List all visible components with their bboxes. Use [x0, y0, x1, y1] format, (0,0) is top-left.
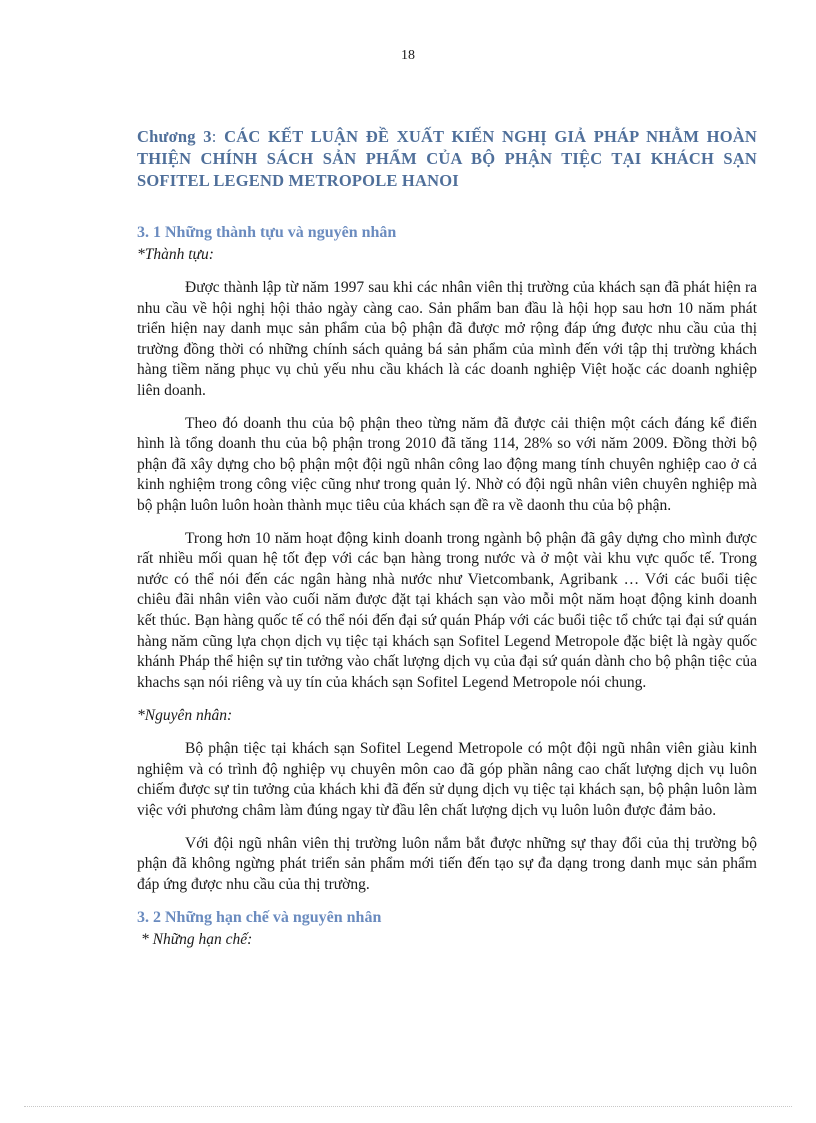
page-bottom-divider: [24, 1106, 792, 1107]
section-heading-2: 3. 2 Những hạn chế và nguyên nhân: [137, 909, 382, 927]
limitations-label: * Những hạn chế:: [141, 931, 253, 949]
chapter-separator: :: [211, 127, 217, 146]
paragraph-cause-1: Bộ phận tiệc tại khách sạn Sofitel Legend Metropole có một đội ngũ nhân viên giàu kinh nghiệm và có trình độ nghiệp vụ chuyên môn cao đã góp phần nâng cao chất lượng dịch vụ luôn chiếm được sự tin tưởng của khách khi đã đến sử dụng dịch vụ tiệc tại khách sạn, bộ phận luôn làm việc với phương châm làm đúng ngay từ đầu lên chất lượng dịch vụ luôn luôn được đảm bảo.: [137, 740, 757, 820]
document-body: [137, 126, 757, 963]
chapter-title-text: CÁC KẾT LUẬN ĐỀ XUẤT KIẾN NGHỊ GIẢ PHÁP NHẰM HOÀN THIỆN CHÍNH SÁCH SẢN PHẨM CỦA BỘ PHẬN TIỆC TẠI KHÁCH SẠN SOFITEL LEGEND METROPOLE HANOI: [137, 127, 757, 190]
achievements-label: *Thành tựu:: [137, 246, 214, 263]
page-number: 18: [401, 48, 415, 63]
paragraph-cause-2: Với đội ngũ nhân viên thị trường luôn nắm bắt được những sự thay đổi của thị trường bộ phận đã không ngừng phát triển sản phẩm mới tiến đến tạo sự đa dạng trong danh mục sản phẩm đáp ứng được nhu cầu của thị trường.: [137, 834, 757, 893]
paragraph-achievement-3: Trong hơn 10 năm hoạt động kinh doanh trong ngành bộ phận đã gây dựng cho mình được rất nhiều mối quan hệ tốt đẹp với các bạn hàng trong nước và ở một vài khu vực quốc tế. Trong nước có thể nói đến các ngân hàng nhà nước như Vietcombank, Agribank … Với các buổi tiệc chiêu đãi nhân viên vào cuối năm được đặt tại khách sạn vào mỗi một năm hoạt động kinh doanh kết thúc. Bạn hàng quốc tế có thể nói đến đại sứ quán Pháp với các buổi tiệc tổ chức tại đại sứ quán hàng năm cũng lựa chọn dịch vụ tiệc tại khách sạn Sofitel Legend Metropole đặc biệt là ngày quốc khánh Pháp thể hiện sự tin tưởng vào chất lượng dịch vụ của đại sứ quán dành cho bộ phận tiệc của khachs sạn nói riêng và uy tín của khách sạn Sofitel Legend Metropole nói chung.: [137, 529, 757, 691]
chapter-label: Chương 3: [137, 127, 212, 146]
causes-label: *Nguyên nhân:: [137, 707, 233, 725]
paragraph-achievement-2: Theo đó doanh thu của bộ phận theo từng năm đã được cải thiện một cách đáng kể điển hình là tổng doanh thu của bộ phận trong 2010 đã tăng 114, 28% so với năm 2009. Đồng thời bộ phận đã xây dựng cho bộ phận một đội ngũ nhân công lao động mang tính chuyên nghiệp cao ở cả kinh nghiệm trong công việc cũng như trong quản lý. Nhờ có đội ngũ nhân viên chuyên nghiệp mà bộ phận luôn luôn hoàn thành mục tiêu của khách sạn đề ra về daonh thu của bộ phận.: [137, 414, 757, 514]
paragraph-achievement-1: Được thành lập từ năm 1997 sau khi các nhân viên thị trường của khách sạn đã phát hiện ra nhu cầu về hội nghị hội thảo ngày càng cao. Sản phẩm ban đầu là hội họp sau hơn 10 năm phát triển hiện nay danh mục sản phẩm của bộ phận đã được mở rộng đáp ứng được nhu cầu của thị trường đồng thời có những chính sách quảng bá sản phẩm của mình đến với tập thị trường khách hàng tiềm năng phục vụ chủ yếu nhu cầu khách là các doanh nghiệp Việt hoặc các doanh nghiệp liên doanh.: [137, 279, 757, 399]
section-heading-1: 3. 1 Những thành tựu và nguyên nhân: [137, 224, 397, 241]
chapter-title: [137, 126, 757, 192]
